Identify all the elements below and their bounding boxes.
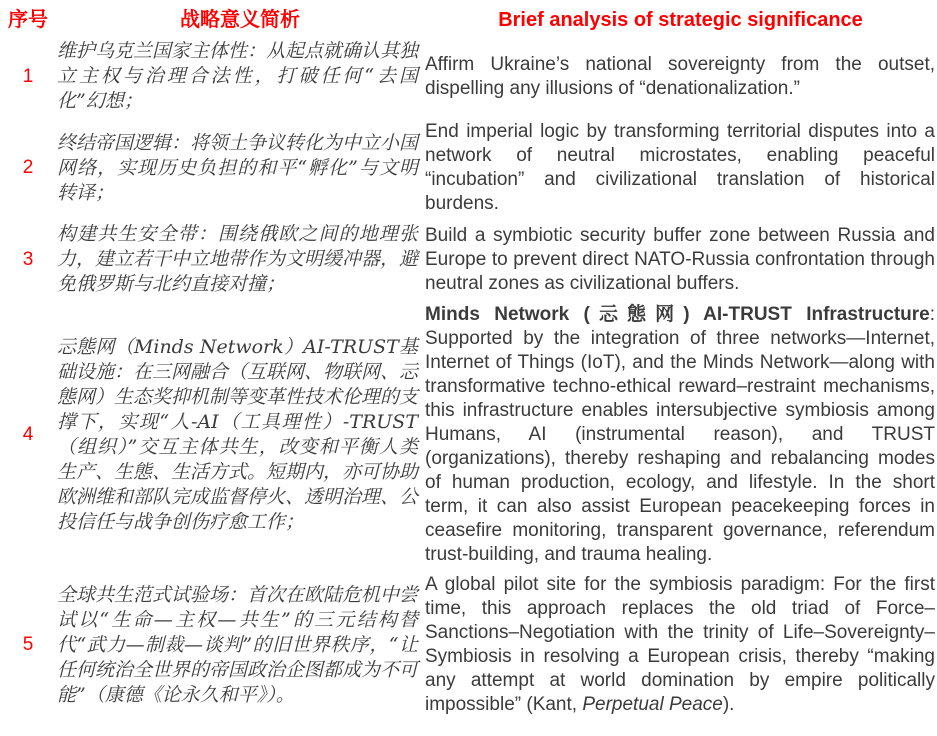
en-analysis-bold-lead: Minds Network (忈態网) AI-TRUST Infrastructure (425, 304, 930, 325)
en-analysis-body: : Supported by the integration of three networks—Internet, Internet of Things (IoT), and the Minds Network—along with transformative techno-ethical reward–restraint mechanisms, this infrastructure enables intersubjective symbiosis among Humans, AI (instrumental reason), and TRUST (organizations), thereby reshaping and rebalancing modes of human production, ecology, and lifestyle. In the short term, it can also assist European peacekeeping forces in ceasefire monitoring, transparent governance, referendum trust-building, and trauma healing. (425, 304, 935, 565)
row-number: 4 (22, 424, 34, 445)
en-analysis-text: Build a symbiotic security buffer zone between Russia and Europe to prevent direct NATO-Russia confrontation through neutral zones as civilizational buffers. (425, 224, 935, 294)
en-analysis-text (424, 300, 937, 570)
table-row (0, 117, 937, 219)
en-analysis-text (424, 570, 937, 720)
en-analysis-text: End imperial logic by transforming territorial disputes into a network of neutral microstates, enabling peaceful “incubation” and civilizational translation of historical burdens. (425, 121, 935, 214)
table-row (0, 36, 937, 117)
table-row (0, 570, 937, 720)
column-header-index: 序号 (8, 9, 48, 31)
en-analysis-book-title: Perpetual Peace (582, 694, 723, 715)
cn-analysis-text: 终结帝国逻辑：将领土争议转化为中立小国网络，实现历史负担的和平“孵化”与文明转译； (57, 131, 419, 204)
header-row (0, 0, 937, 36)
cn-analysis-text: 忈態网（Minds Network）AI-TRUST基础设施：在三网融合（互联网、物联网、忈態网）生态奖抑机制等变革性技术伦理的支撑下，实现“人-AI（工具理性）-TRUST（组织）”交互主体共生，改变和平衡人类生产、生態、生活方式。短期内，亦可协助欧洲维和部队完成监督停火、透明治理、公投信任与战争创伤疗愈工作； (57, 336, 419, 533)
table-row (0, 219, 937, 300)
table-row (0, 300, 937, 570)
en-analysis-closing: ). (722, 694, 735, 715)
cn-analysis-text: 构建共生安全带：围绕俄欧之间的地理张力，建立若干中立地带作为文明缓冲器，避免俄罗斯与北约直接对撞； (57, 223, 419, 295)
en-analysis-text: Affirm Ukraine’s national sovereignty from the outset, dispelling any illusions of “denationalization.” (425, 53, 935, 99)
en-analysis-body: A global pilot site for the symbiosis paradigm: For the first time, this approach replaces the old triad of Force–Sanctions–Negotiation with the trinity of Life–Sovereignty–Symbiosis in resolving a European crisis, thereby “making any attempt at world domination by empire politically impossible” (Kant, (425, 574, 935, 715)
column-header-chinese-analysis: 战略意义简析 (180, 9, 300, 31)
column-header-english-analysis: Brief analysis of strategic significance (498, 9, 863, 31)
row-number: 3 (22, 248, 34, 270)
cn-analysis-text: 全球共生范式试验场：首次在欧陆危机中尝试以“生命—主权—共生”的三元结构替代“武力—制裁—谈判”的旧世界秩序，“让任何统治全世界的帝国政治企图都成为不可能”（康德《论永久和平》）。 (57, 583, 419, 706)
row-number: 1 (22, 65, 34, 87)
row-number: 5 (22, 634, 34, 655)
row-number: 2 (22, 157, 34, 178)
cn-analysis-text: 维护乌克兰国家主体性：从起点就确认其独立主权与治理合法性，打破任何“去国化”幻想； (57, 40, 419, 112)
